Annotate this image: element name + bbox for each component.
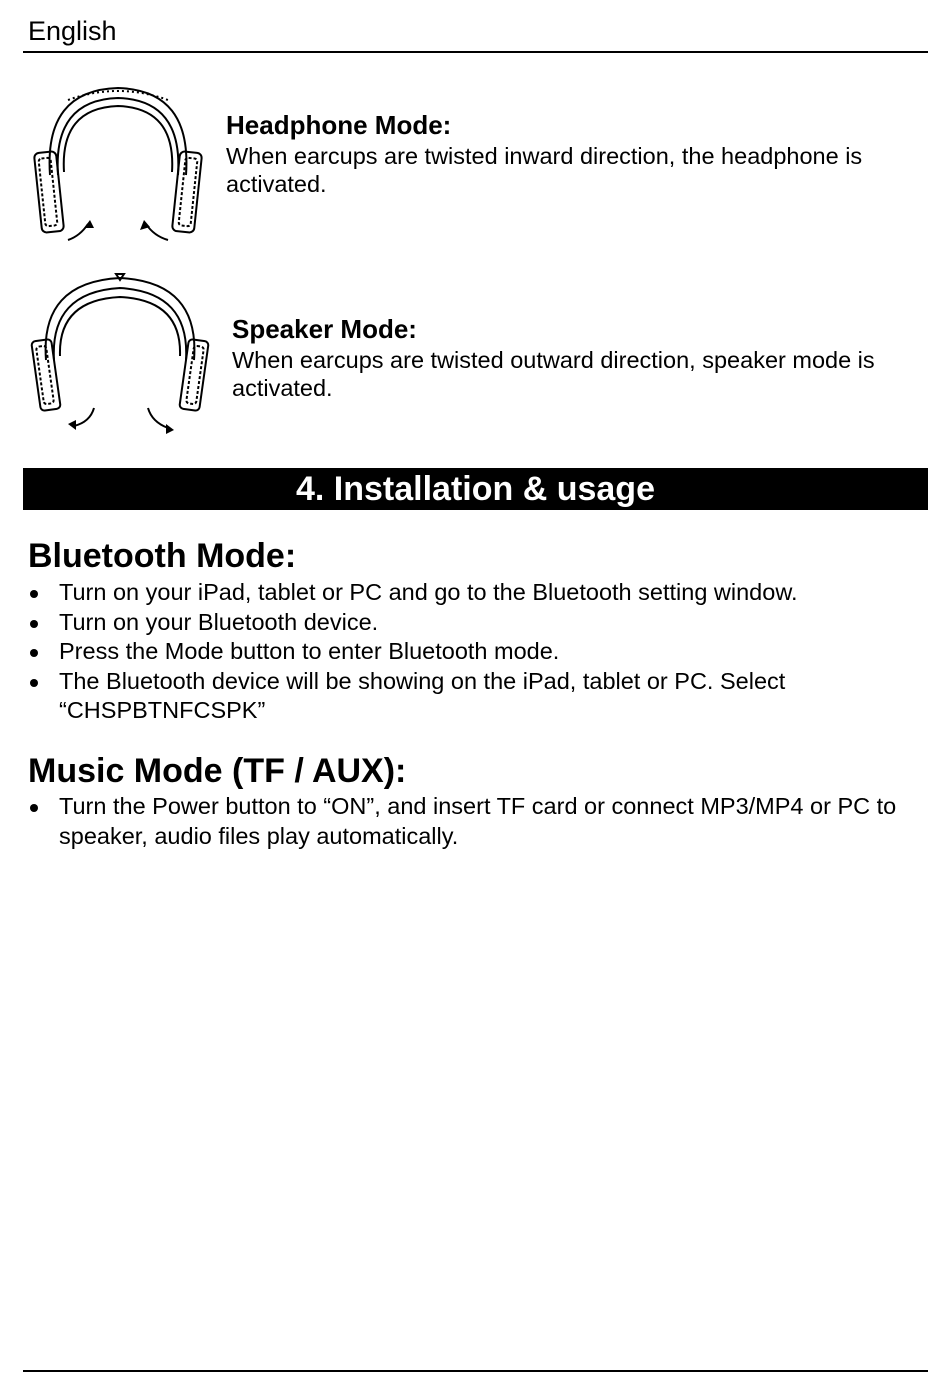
bullet-icon [30,649,38,657]
top-divider [23,51,928,53]
list-item: Press the Mode button to enter Bluetooth mode. [0,637,900,667]
list-item: The Bluetooth device will be showing on the iPad, tablet or PC. Select “CHSPBTNFCSPK” [0,667,900,726]
headphone-outward-twist-icon [28,270,213,435]
bullet-icon [30,590,38,598]
speaker-mode-description: When earcups are twisted outward direction, speaker mode is activated. [232,347,875,401]
music-steps-list [0,792,900,851]
list-item: Turn on your Bluetooth device. [0,608,900,638]
bluetooth-steps-list [0,578,900,726]
headphone-mode-title: Headphone Mode: [226,110,452,140]
language-label: English [28,16,117,46]
headphone-mode-description: When earcups are twisted inward direction, the headphone is activated. [226,143,863,197]
music-mode-heading: Music Mode (TF / AUX): [28,752,407,790]
bullet-icon [30,804,38,812]
bluetooth-mode-heading: Bluetooth Mode: [28,537,297,575]
headphone-mode-block [226,108,916,198]
speaker-mode-title: Speaker Mode: [232,314,417,344]
bullet-icon [30,620,38,628]
speaker-mode-block [232,312,922,402]
list-item: Turn on your iPad, tablet or PC and go to the Bluetooth setting window. [0,578,900,608]
list-item: Turn the Power button to “ON”, and insert TF card or connect MP3/MP4 or PC to speaker, audio files play automatically. [0,792,900,851]
bullet-icon [30,679,38,687]
section-title-bar: 4. Installation & usage [23,468,928,510]
headphone-inward-twist-icon [28,80,208,245]
bottom-divider [23,1370,928,1372]
